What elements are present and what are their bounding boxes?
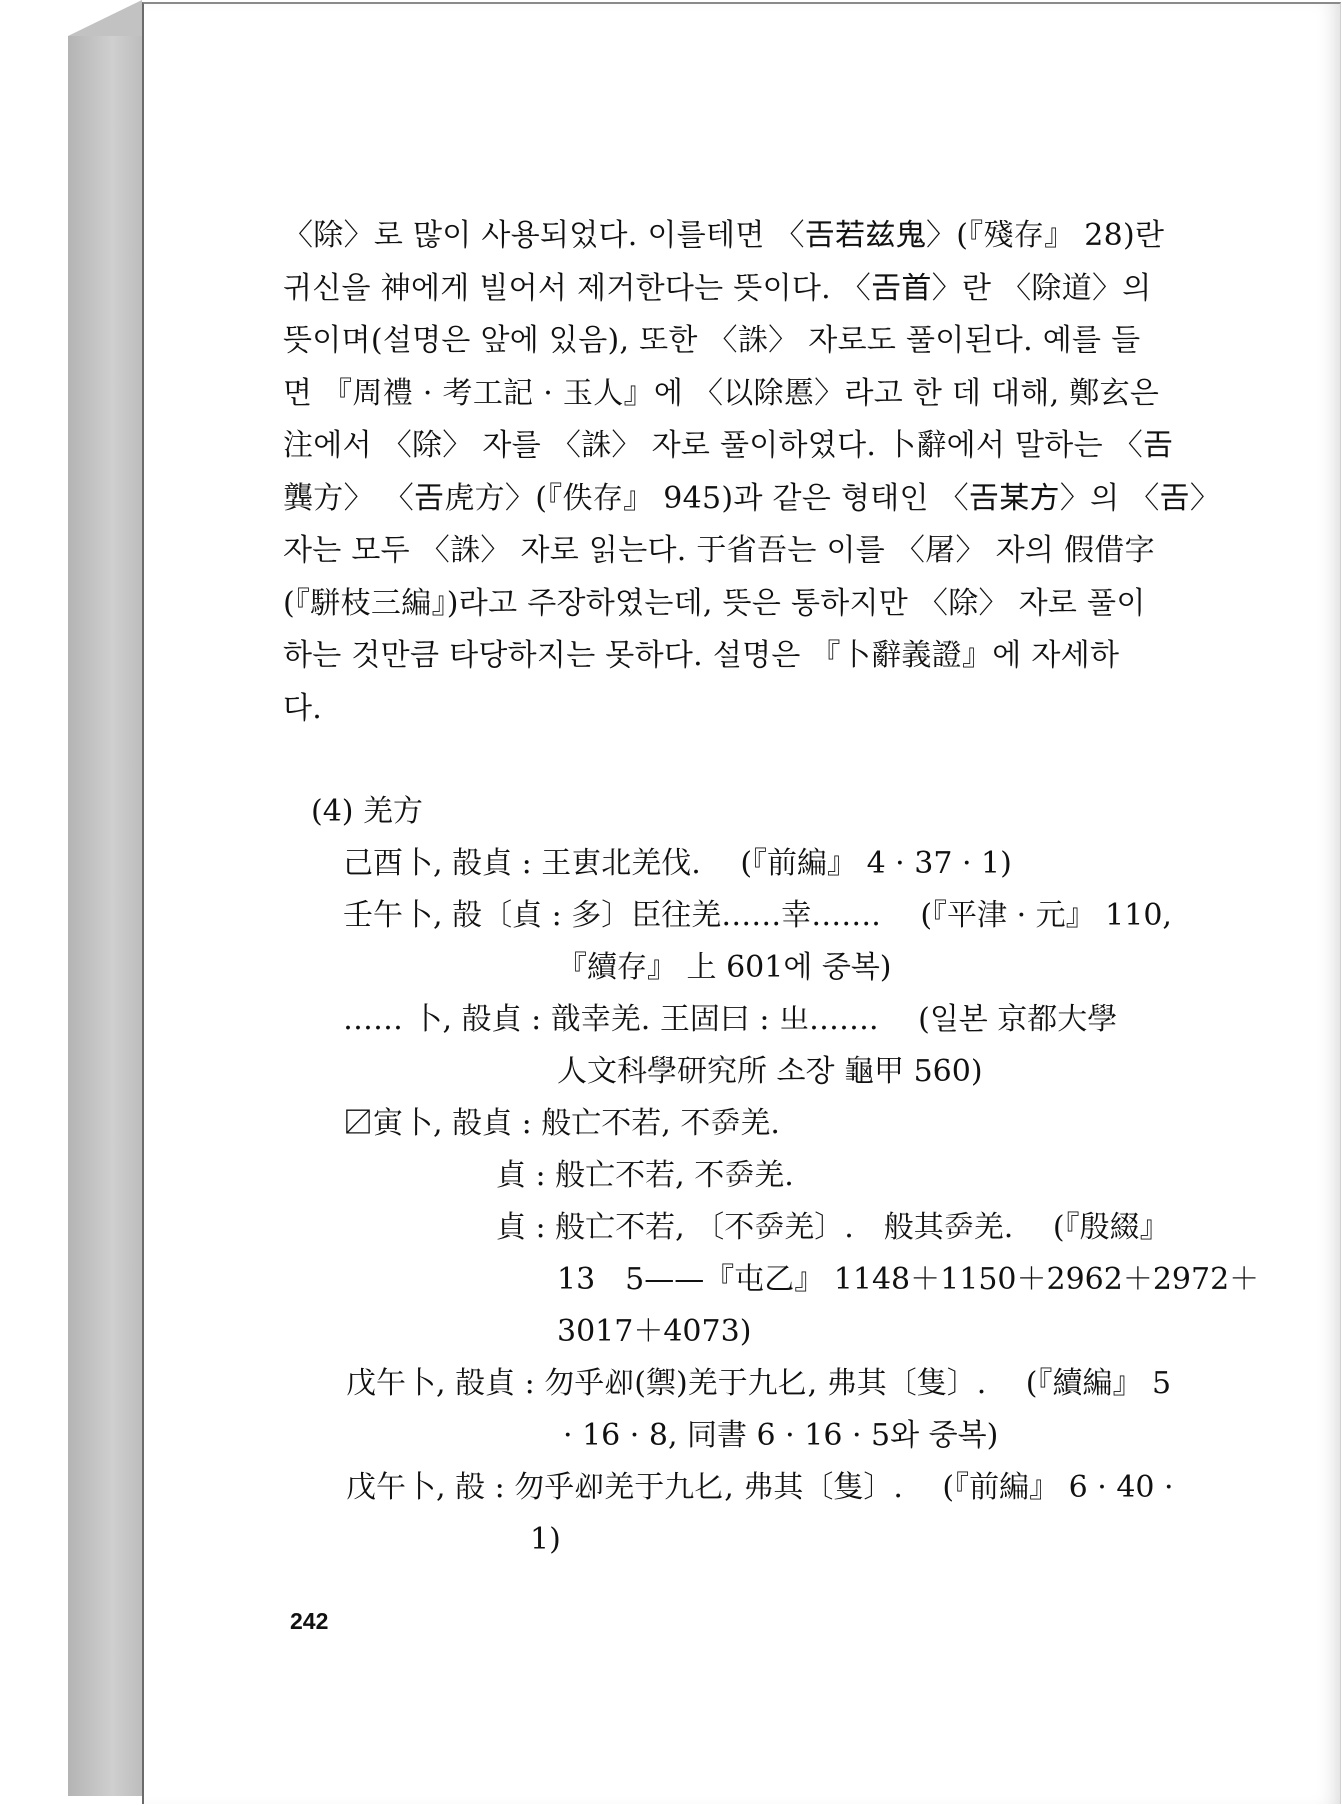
inscription-line: 戊午卜, 㱿 : 勿乎𠨘羌于九𠤎, 弗其〔隻〕. (『前編』 6 · 40 · — [346, 1470, 1174, 1505]
book-spine-top — [68, 0, 142, 36]
inscription-continuation: 13 5——『屯乙』 1148＋1150＋2962＋2972＋ — [557, 1262, 1260, 1297]
inscription-line: 貞 : 般亡不若, 不𡴘羌. — [496, 1158, 794, 1193]
inscription-line: 貞 : 般亡不若, 〔不𡴘羌〕. 般其𡴘羌. (『殷綴』 — [496, 1210, 1170, 1245]
paragraph-line: 注에서 〈除〉 자를 〈誅〉 자로 풀이하였다. 卜辭에서 말하는 〈𢀛 — [283, 428, 1174, 463]
paragraph-line: 면 『周禮 · 考工記 · 玉人』에 〈以除慝〉라고 한 데 대해, 鄭玄은 — [283, 375, 1160, 411]
inscription-line: …… 卜, 㱿貞 : 戠幸羌. 王固曰 : 㞢……. (일본 京都大學 — [343, 1002, 1118, 1037]
paragraph-line: 〈除〉로 많이 사용되었다. 이를테면 〈𢀛若兹鬼〉(『殘存』 28)란 — [283, 218, 1165, 253]
paragraph-line: 하는 것만큼 타당하지는 못하다. 설명은 『卜辭義證』에 자세하 — [283, 638, 1120, 673]
paragraph-line: 龔方〉 〈𢀛虎方〉(『佚存』 945)과 같은 형태인 〈𢀛某方〉의 〈𢀛〉 — [283, 480, 1221, 516]
inscription-line: 戊午卜, 㱿貞 : 勿乎𠨘(禦)羌于九𠤎, 弗其〔隻〕. (『續編』 5 — [346, 1366, 1172, 1401]
paragraph-line: 자는 모두 〈誅〉 자로 읽는다. 于省吾는 이를 〈屠〉 자의 假借字 — [283, 533, 1155, 568]
inscription-line: 己酉卜, 㱿貞 : 王叀北羌伐. (『前編』 4 · 37 · 1) — [343, 846, 1012, 881]
inscription-continuation: 1) — [530, 1522, 561, 1557]
paragraph-line: (『駢枝三編』)라고 주장하였는데, 뜻은 통하지만 〈除〉 자로 풀이 — [283, 585, 1146, 621]
inscription-continuation: 人文科學研究所 소장 龜甲 560) — [557, 1054, 983, 1089]
inscription-continuation: · 16 · 8, 同書 6 · 16 · 5와 중복) — [563, 1418, 999, 1453]
page-number: 242 — [290, 1608, 329, 1634]
inscription-line: 〼寅卜, 㱿貞 : 般亡不若, 不𡴘羌. — [343, 1106, 780, 1141]
paragraph-line: 다. — [283, 690, 323, 726]
inscription-continuation: 『續存』 上 601에 중복) — [557, 950, 892, 985]
book-spine — [68, 36, 142, 1796]
paragraph-line: 귀신을 神에게 빌어서 제거한다는 뜻이다. 〈𢀛首〉란 〈除道〉의 — [283, 270, 1152, 306]
section-heading: (4) 羌方 — [311, 794, 424, 829]
paragraph-line: 뜻이며(설명은 앞에 있음), 또한 〈誅〉 자로도 풀이된다. 예를 들 — [283, 323, 1141, 358]
body-paragraph — [283, 210, 1221, 735]
inscription-continuation: 3017＋4073) — [557, 1314, 752, 1349]
inscription-line: 壬午卜, 㱿〔貞 : 多〕臣往羌……幸……. (『平津 · 元』 110, — [343, 898, 1172, 933]
